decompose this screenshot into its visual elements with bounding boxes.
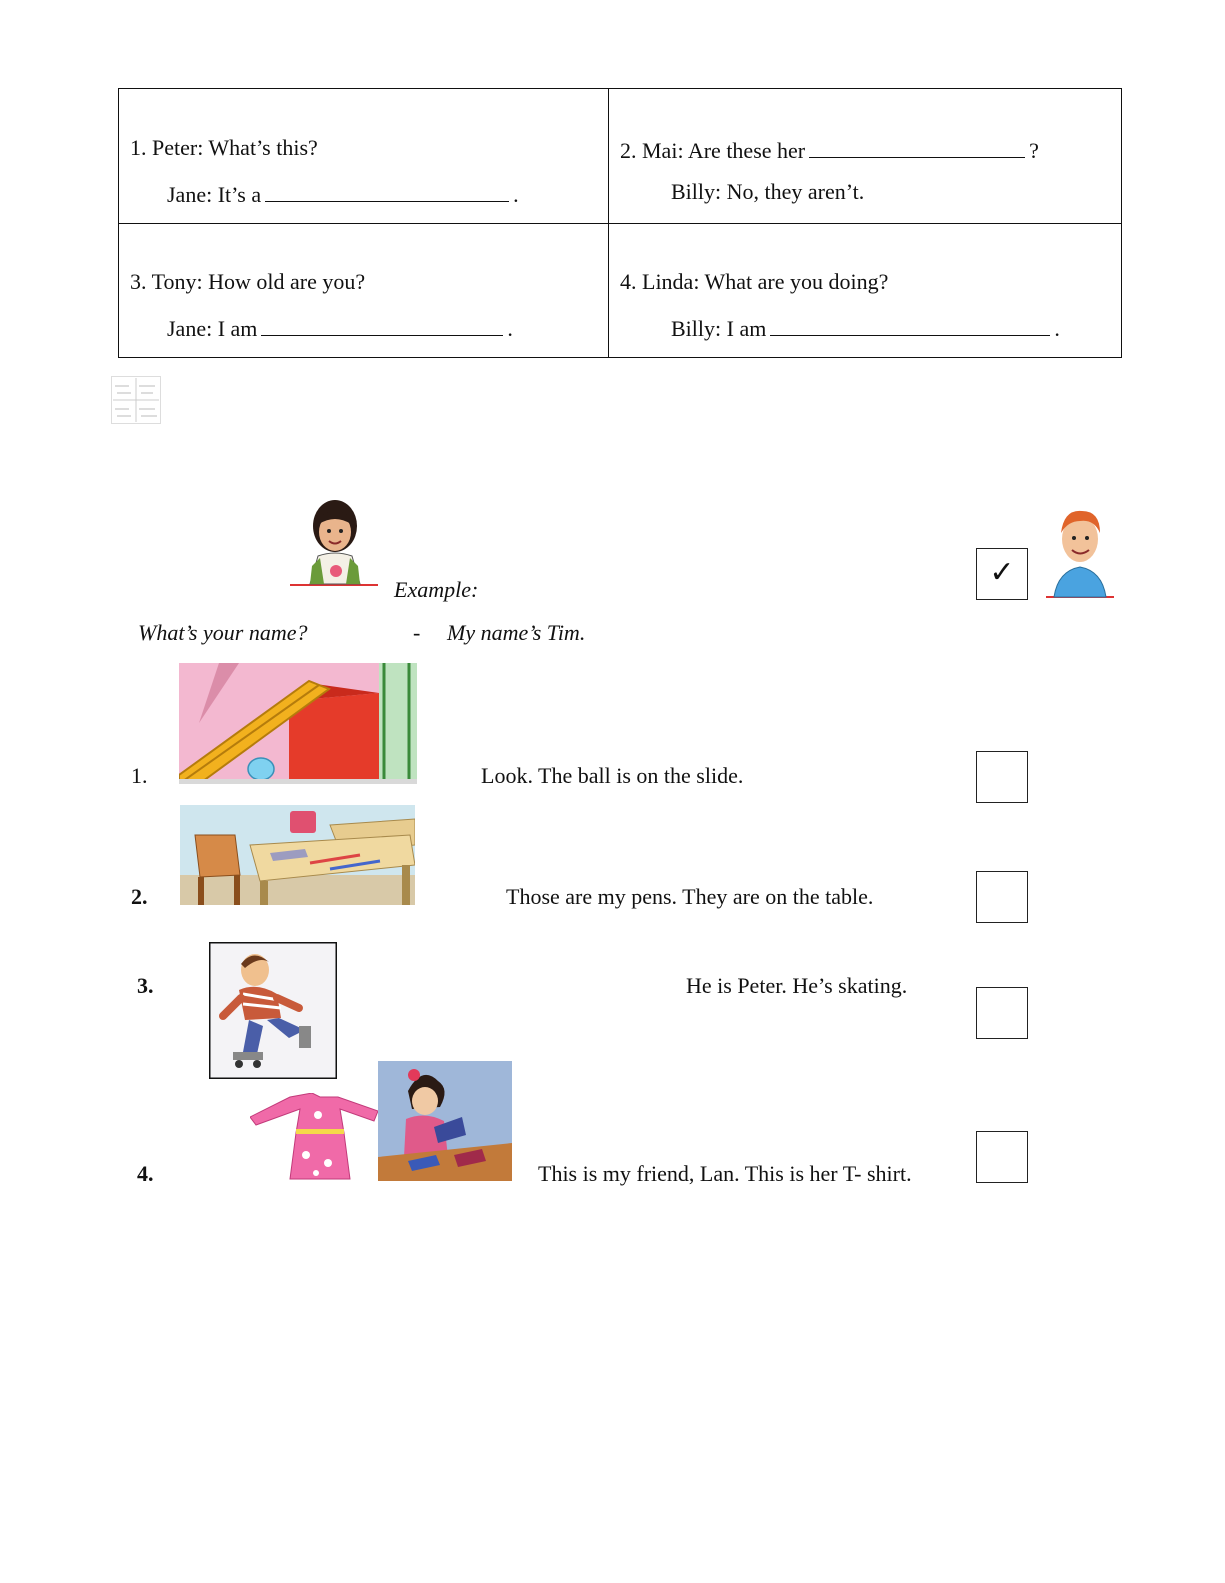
example-question: What’s your name?: [138, 620, 308, 645]
item-4-number: 4.: [137, 1161, 154, 1186]
dialogue-table: [118, 88, 1122, 358]
cell-4-prefix: Billy: I am: [671, 316, 767, 341]
item-3-checkbox[interactable]: [976, 987, 1028, 1039]
item-4-checkbox[interactable]: [976, 1131, 1028, 1183]
girl-reading-picture: [378, 1061, 512, 1181]
item-2-number: 2.: [131, 884, 148, 909]
item-3-number: 3.: [137, 973, 154, 998]
item-1-checkbox[interactable]: [976, 751, 1028, 803]
cell-4-line-1: 4. Linda: What are you doing?: [620, 269, 889, 294]
example-dash: -: [413, 620, 421, 645]
dialogue-cell-4: [609, 224, 1122, 358]
cell-3-prefix: Jane: I am: [167, 316, 258, 341]
desk-pens-picture: [180, 805, 415, 905]
dress-picture: [250, 1093, 378, 1183]
boy-skating-picture: [209, 942, 337, 1079]
slide-ball-picture: [179, 663, 417, 784]
cell-2-line-1: [620, 135, 1039, 164]
answer-blank-2[interactable]: [809, 135, 1025, 158]
boy-character-image: [1044, 505, 1116, 600]
item-2-sentence: Those are my pens. They are on the table.: [506, 884, 874, 909]
cell-1-line-1: 1. Peter: What’s this?: [130, 135, 318, 160]
cell-4-line-2: [671, 313, 1060, 342]
check-mark-icon: ✓: [989, 556, 1015, 589]
item-2-checkbox[interactable]: [976, 871, 1028, 923]
example-label: Example:: [394, 577, 479, 602]
table-thumbnail-image: [111, 376, 161, 424]
answer-blank-3[interactable]: [261, 313, 503, 336]
dialogue-cell-3: [119, 224, 609, 358]
cell-2-prefix: 2. Mai: Are these her: [620, 138, 806, 163]
item-4-sentence: This is my friend, Lan. This is her T- shirt.: [538, 1161, 912, 1186]
answer-blank-4[interactable]: [770, 313, 1050, 336]
girl-character-image: [290, 496, 380, 588]
dialogue-cell-2: [609, 89, 1122, 224]
answer-blank-1[interactable]: [265, 179, 509, 202]
cell-3-line-1: 3. Tony: How old are you?: [130, 269, 366, 294]
cell-1-line-2: [167, 179, 519, 208]
cell-3-suffix: .: [507, 316, 513, 341]
item-1-sentence: Look. The ball is on the slide.: [481, 763, 744, 788]
item-3-sentence: He is Peter. He’s skating.: [686, 973, 908, 998]
example-answer: My name’s Tim.: [447, 620, 586, 645]
cell-3-line-2: [167, 313, 513, 342]
cell-2-line-2: Billy: No, they aren’t.: [671, 179, 865, 204]
cell-1-suffix: .: [513, 182, 519, 207]
cell-4-suffix: .: [1054, 316, 1060, 341]
cell-1-prefix: Jane: It’s a: [167, 182, 262, 207]
example-checkbox[interactable]: [976, 548, 1028, 600]
item-1-number: 1.: [131, 763, 148, 788]
dialogue-cell-1: [119, 89, 609, 224]
cell-2-suffix: ?: [1029, 138, 1039, 163]
